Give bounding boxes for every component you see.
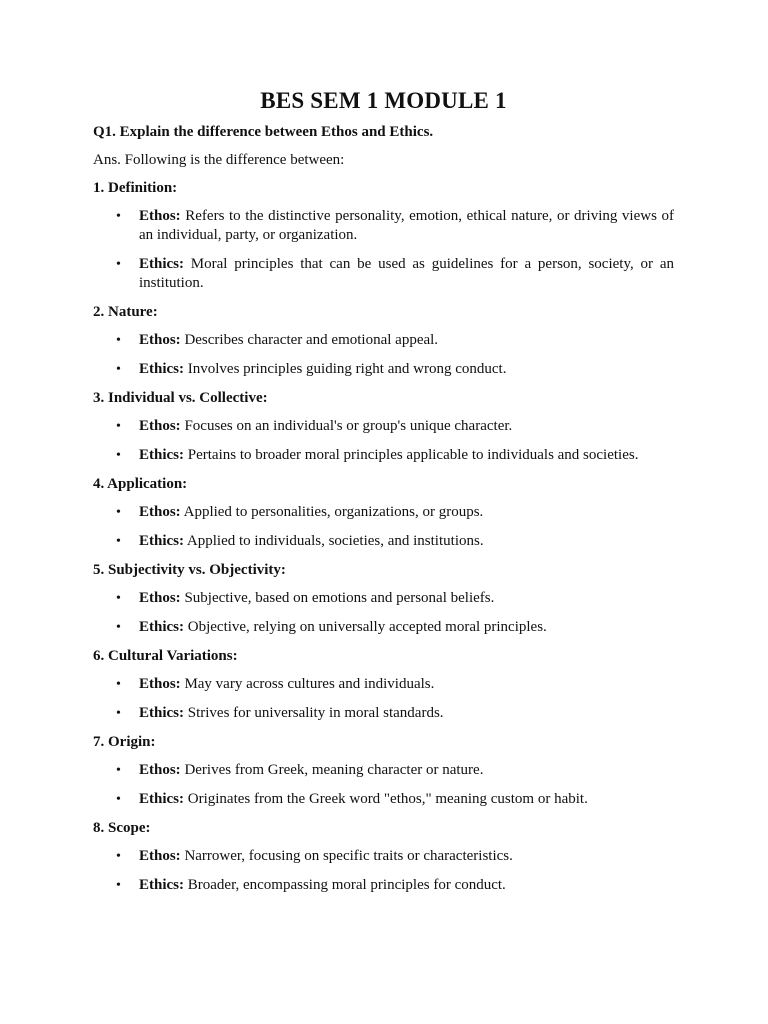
bullet-icon: • — [116, 333, 121, 348]
bullet-list — [93, 761, 674, 809]
section-heading: 3. Individual vs. Collective: — [93, 390, 268, 406]
list-item — [93, 704, 674, 723]
comparison-section — [93, 179, 674, 293]
section-heading: 1. Definition: — [93, 180, 178, 196]
list-item-term: Ethics: — [139, 791, 184, 807]
bullet-icon: • — [116, 878, 121, 893]
list-item-term: Ethics: — [139, 447, 184, 463]
list-item-text: May vary across cultures and individuals. — [180, 676, 435, 692]
section-heading: 2. Nature: — [93, 304, 158, 320]
document-title: BES SEM 1 MODULE 1 — [260, 88, 507, 113]
comparison-section — [93, 561, 674, 637]
bullet-icon: • — [116, 534, 121, 549]
list-item-text: Broader, encompassing moral principles for conduct. — [184, 877, 506, 893]
comparison-section — [93, 475, 674, 551]
list-item — [93, 446, 674, 465]
list-item — [93, 360, 674, 379]
list-item — [93, 255, 674, 293]
list-item — [93, 675, 674, 694]
list-item — [93, 761, 674, 780]
list-item-text: Subjective, based on emotions and personal beliefs. — [180, 590, 495, 606]
list-item-text: Pertains to broader moral principles applicable to individuals and societies. — [184, 447, 639, 463]
question-text: Q1. Explain the difference between Ethos and Ethics. — [93, 124, 434, 140]
list-item — [93, 207, 674, 245]
comparison-section — [93, 647, 674, 723]
list-item-term: Ethos: — [139, 676, 181, 692]
list-item-text: Derives from Greek, meaning character or nature. — [180, 762, 484, 778]
list-item-text: Narrower, focusing on specific traits or characteristics. — [180, 848, 513, 864]
bullet-icon: • — [116, 362, 121, 377]
list-item — [93, 790, 674, 809]
list-item — [93, 589, 674, 608]
section-heading: 7. Origin: — [93, 734, 156, 750]
list-item-term: Ethos: — [139, 762, 181, 778]
list-item-term: Ethos: — [139, 332, 181, 348]
bullet-icon: • — [116, 591, 121, 606]
list-item — [93, 532, 674, 551]
list-item-text: Applied to personalities, organizations, or groups. — [180, 504, 484, 520]
bullet-icon: • — [116, 849, 121, 864]
list-item-term: Ethics: — [139, 877, 184, 893]
comparison-section — [93, 819, 674, 895]
bullet-icon: • — [116, 448, 121, 463]
section-heading: 6. Cultural Variations: — [93, 648, 238, 664]
list-item-text: Refers to the distinctive personality, emotion, ethical nature, or driving views of an individual, party, or organization. — [139, 208, 674, 243]
list-item — [93, 847, 674, 866]
section-heading: 4. Application: — [93, 476, 188, 492]
list-item — [93, 331, 674, 350]
list-item — [93, 618, 674, 637]
bullet-icon: • — [116, 620, 121, 635]
list-item-text: Describes character and emotional appeal. — [180, 332, 439, 348]
list-item-text: Originates from the Greek word "ethos," meaning custom or habit. — [184, 791, 588, 807]
bullet-icon: • — [116, 209, 121, 224]
bullet-icon: • — [116, 419, 121, 434]
comparison-section — [93, 733, 674, 809]
list-item-term: Ethics: — [139, 361, 184, 377]
bullet-icon: • — [116, 677, 121, 692]
list-item-term: Ethos: — [139, 848, 181, 864]
list-item-term: Ethos: — [139, 208, 181, 224]
answer-intro: Ans. Following is the difference between: — [93, 152, 345, 168]
bullet-list — [93, 207, 674, 293]
section-heading: 5. Subjectivity vs. Objectivity: — [93, 562, 286, 578]
bullet-list — [93, 589, 674, 637]
bullet-list — [93, 675, 674, 723]
list-item — [93, 876, 674, 895]
list-item — [93, 503, 674, 522]
bullet-icon: • — [116, 763, 121, 778]
list-item-text: Focuses on an individual's or group's unique character. — [180, 418, 513, 434]
list-item-text: Strives for universality in moral standards. — [184, 705, 444, 721]
list-item-term: Ethos: — [139, 504, 181, 520]
bullet-list — [93, 331, 674, 379]
comparison-section — [93, 303, 674, 379]
list-item-text: Objective, relying on universally accepted moral principles. — [184, 619, 547, 635]
list-item-term: Ethics: — [139, 256, 184, 272]
section-heading: 8. Scope: — [93, 820, 151, 836]
bullet-list — [93, 417, 674, 465]
bullet-list — [93, 503, 674, 551]
bullet-list — [93, 847, 674, 895]
list-item-text: Applied to individuals, societies, and institutions. — [184, 533, 484, 549]
list-item-term: Ethos: — [139, 590, 181, 606]
comparison-sections — [93, 179, 674, 895]
bullet-icon: • — [116, 505, 121, 520]
list-item-term: Ethics: — [139, 533, 184, 549]
list-item-term: Ethos: — [139, 418, 181, 434]
bullet-icon: • — [116, 706, 121, 721]
comparison-section — [93, 389, 674, 465]
bullet-icon: • — [116, 792, 121, 807]
list-item — [93, 417, 674, 436]
list-item-term: Ethics: — [139, 705, 184, 721]
list-item-term: Ethics: — [139, 619, 184, 635]
list-item-text: Moral principles that can be used as guidelines for a person, society, or an institution. — [139, 256, 674, 291]
bullet-icon: • — [116, 257, 121, 272]
list-item-text: Involves principles guiding right and wrong conduct. — [184, 361, 507, 377]
